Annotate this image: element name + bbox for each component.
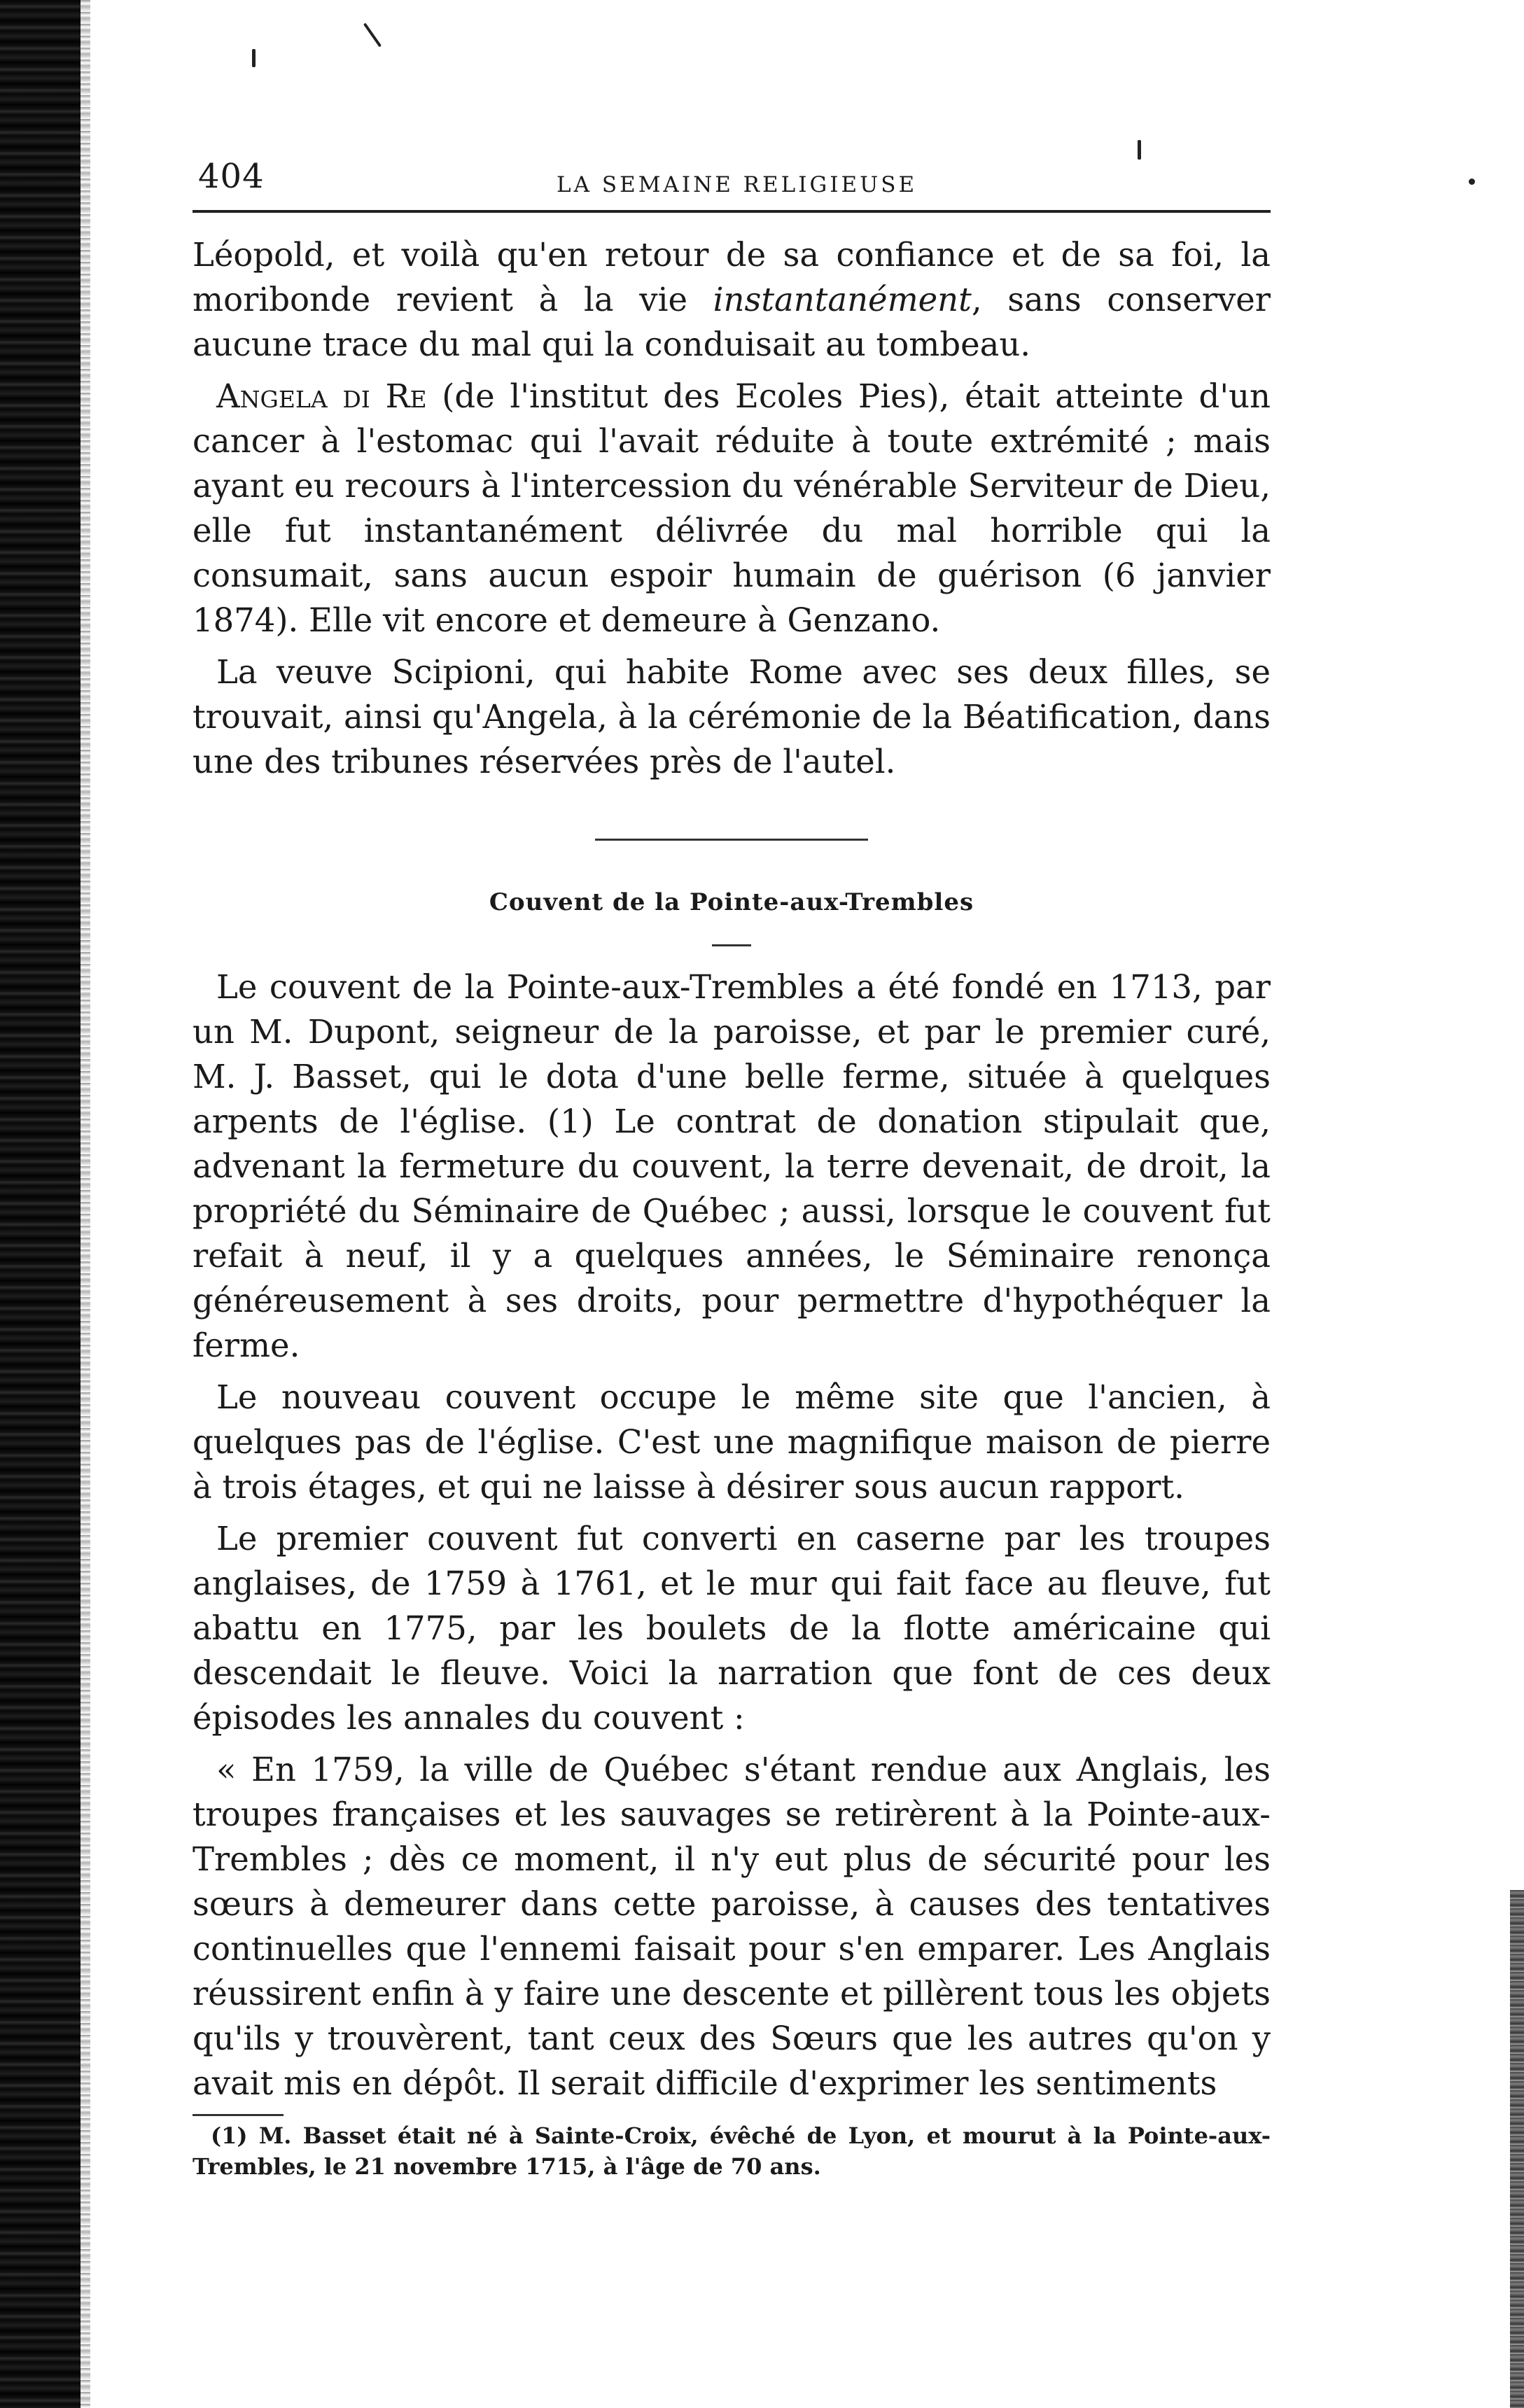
scan-speck	[363, 22, 382, 47]
paragraph	[193, 232, 1271, 367]
paragraph: La veuve Scipioni, qui habite Rome avec ses deux filles, se trouvait, ainsi qu'Angela, à la cérémonie de la Béatification, dans une des tribunes réservées près de l'autel.	[193, 653, 1271, 780]
paragraph-text: , sans conserver aucune trace du mal qui la conduisait au tombeau.	[193, 281, 1271, 363]
section-title: Couvent de la Pointe-aux-Trembles	[489, 888, 974, 916]
footnote: (1) M. Basset était né à Sainte-Croix, évêché de Lyon, et mourut à la Pointe-aux-Trembles, le 21 novembre 1715, à l'âge de 70 ans.	[193, 2122, 1271, 2180]
paragraph-text: (de l'institut des Ecoles Pies), était atteinte d'un cancer à l'estomac qui l'avait réduite à toute extrémité ; mais ayant eu recours à l'intercession du vénérable Serviteur de Dieu, elle fut instantanément délivrée du mal horrible qui la consumait, sans aucun espoir humain de guérison (6 janvier 1874). Elle vit encore et demeure à Genzano.	[193, 377, 1271, 639]
footnote-rule	[193, 2114, 284, 2116]
running-head	[193, 154, 1271, 213]
title-dash	[712, 944, 751, 946]
paragraph: « En 1759, la ville de Québec s'étant rendue aux Anglais, les troupes françaises et les sauvages se retirèrent à la Pointe-aux-Trembles ; dès ce moment, il n'y eut plus de sécurité pour les sœurs à demeurer dans cette paroisse, à causes des tentatives continuelles que l'ennemi faisait pour s'en emparer. Les Anglais réussirent enfin à y faire une descente et pillèrent tous les objets qu'ils y trouvèrent, tant ceux des Sœurs que les autres qu'on y avait mis en dépôt. Il serait difficile d'exprimer les sentiments	[193, 1751, 1271, 2102]
italic-word: instantanément	[713, 281, 972, 318]
scanned-page-edge	[0, 0, 81, 2408]
paragraph: Le couvent de la Pointe-aux-Trembles a été fondé en 1713, par un M. Dupont, seigneur de la paroisse, et par le premier curé, M. J. Basset, qui le dota d'une belle ferme, située à quelques arpents de l'église. (1) Le contrat de donation stipulait que, advenant la fermeture du couvent, la terre devenait, de droit, la propriété du Séminaire de Québec ; aussi, lorsque le couvent fut refait à neuf, il y a quelques années, le Séminaire renonça généreusement à ses droits, pour permettre d'hypothéquer la ferme.	[193, 968, 1271, 1364]
person-name: Angela di Re	[216, 377, 427, 415]
page-number: 404	[198, 157, 265, 196]
paragraph: Le nouveau couvent occupe le même site que l'ancien, à quelques pas de l'église. C'est une magnifique maison de pierre à trois étages, et qui ne laisse à désirer sous aucun rapport.	[193, 1378, 1271, 1506]
scan-speck	[252, 49, 256, 67]
running-title: LA SEMAINE RELIGIEUSE	[557, 172, 918, 197]
section-body	[193, 965, 1271, 2106]
scanned-right-edge	[1510, 1890, 1524, 2408]
section-divider	[595, 839, 868, 841]
body-text	[193, 232, 1271, 2106]
document-page	[193, 154, 1271, 2182]
paragraph-text: Léopold, et voilà qu'en retour de sa confiance et de sa foi, la moribonde revient à la vie	[193, 236, 1271, 318]
scan-speck	[1469, 178, 1475, 185]
paragraph: Le premier couvent fut converti en caserne par les troupes anglaises, de 1759 à 1761, et le mur qui fait face au fleuve, fut abattu en 1775, par les boulets de la flotte américaine qui descendait le fleuve. Voici la narration que font de ces deux épisodes les annales du couvent :	[193, 1520, 1271, 1737]
paragraph	[193, 374, 1271, 643]
